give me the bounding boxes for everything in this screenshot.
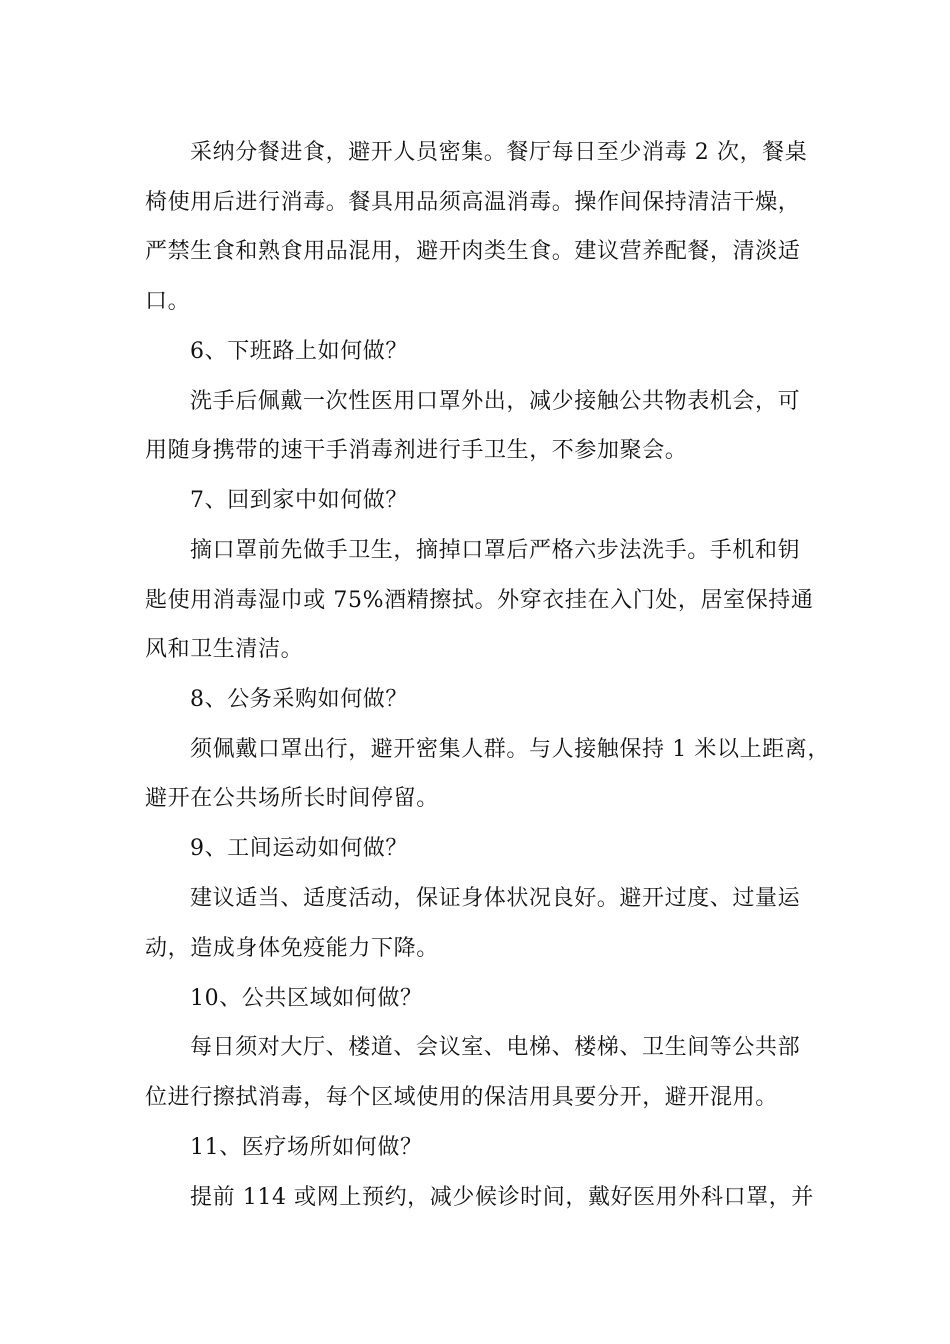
body-text-line: 提前 114 或网上预约，减少候诊时间，戴好医用外科口罩，并: [190, 1185, 814, 1210]
section-heading: 11、医疗场所如何做？: [190, 1135, 423, 1160]
body-text-line: 建议适当、适度活动，保证身体状况良好。避开过度、过量运: [190, 886, 801, 911]
body-text-line: 洗手后佩戴一次性医用口罩外出，减少接触公共物表机会，可: [190, 389, 801, 414]
body-text-line: 严禁生食和熟食用品混用，避开肉类生食。建议营养配餐，清淡适: [145, 239, 801, 264]
section-heading: 9、工间运动如何做？: [190, 836, 408, 861]
section-heading: 10、公共区域如何做？: [190, 986, 423, 1011]
body-text-line: 摘口罩前先做手卫生，摘掉口罩后严格六步法洗手。手机和钥: [190, 538, 801, 563]
body-text-line: 位进行擦拭消毒，每个区域使用的保洁用具要分开，避开混用。: [145, 1085, 778, 1110]
body-text-line: 动，造成身体免疫能力下降。: [145, 936, 439, 961]
section-heading: 7、回到家中如何做？: [190, 488, 408, 513]
body-text-line: 避开在公共场所长时间停留。: [145, 786, 439, 811]
body-text-line: 椅使用后进行消毒。餐具用品须高温消毒。操作间保持清洁干燥，: [145, 190, 801, 215]
section-heading: 8、公务采购如何做？: [190, 687, 408, 712]
body-text-line: 风和卫生清洁。: [145, 637, 304, 662]
section-heading: 6、下班路上如何做？: [190, 339, 408, 364]
body-text-line: 采纳分餐进食，避开人员密集。餐厅每日至少消毒 2 次，餐桌: [190, 140, 808, 165]
body-text-line: 用随身携带的速干手消毒剂进行手卫生，不参加聚会。: [145, 438, 688, 463]
body-text-line: 口。: [145, 289, 191, 314]
body-text-line: 须佩戴口罩出行，避开密集人群。与人接触保持 1 米以上距离，: [190, 737, 830, 762]
body-text-line: 每日须对大厅、楼道、会议室、电梯、楼梯、卫生间等公共部: [190, 1035, 801, 1060]
body-text-line: 匙使用消毒湿巾或 75%酒精擦拭。外穿衣挂在入门处，居室保持通: [145, 588, 814, 613]
